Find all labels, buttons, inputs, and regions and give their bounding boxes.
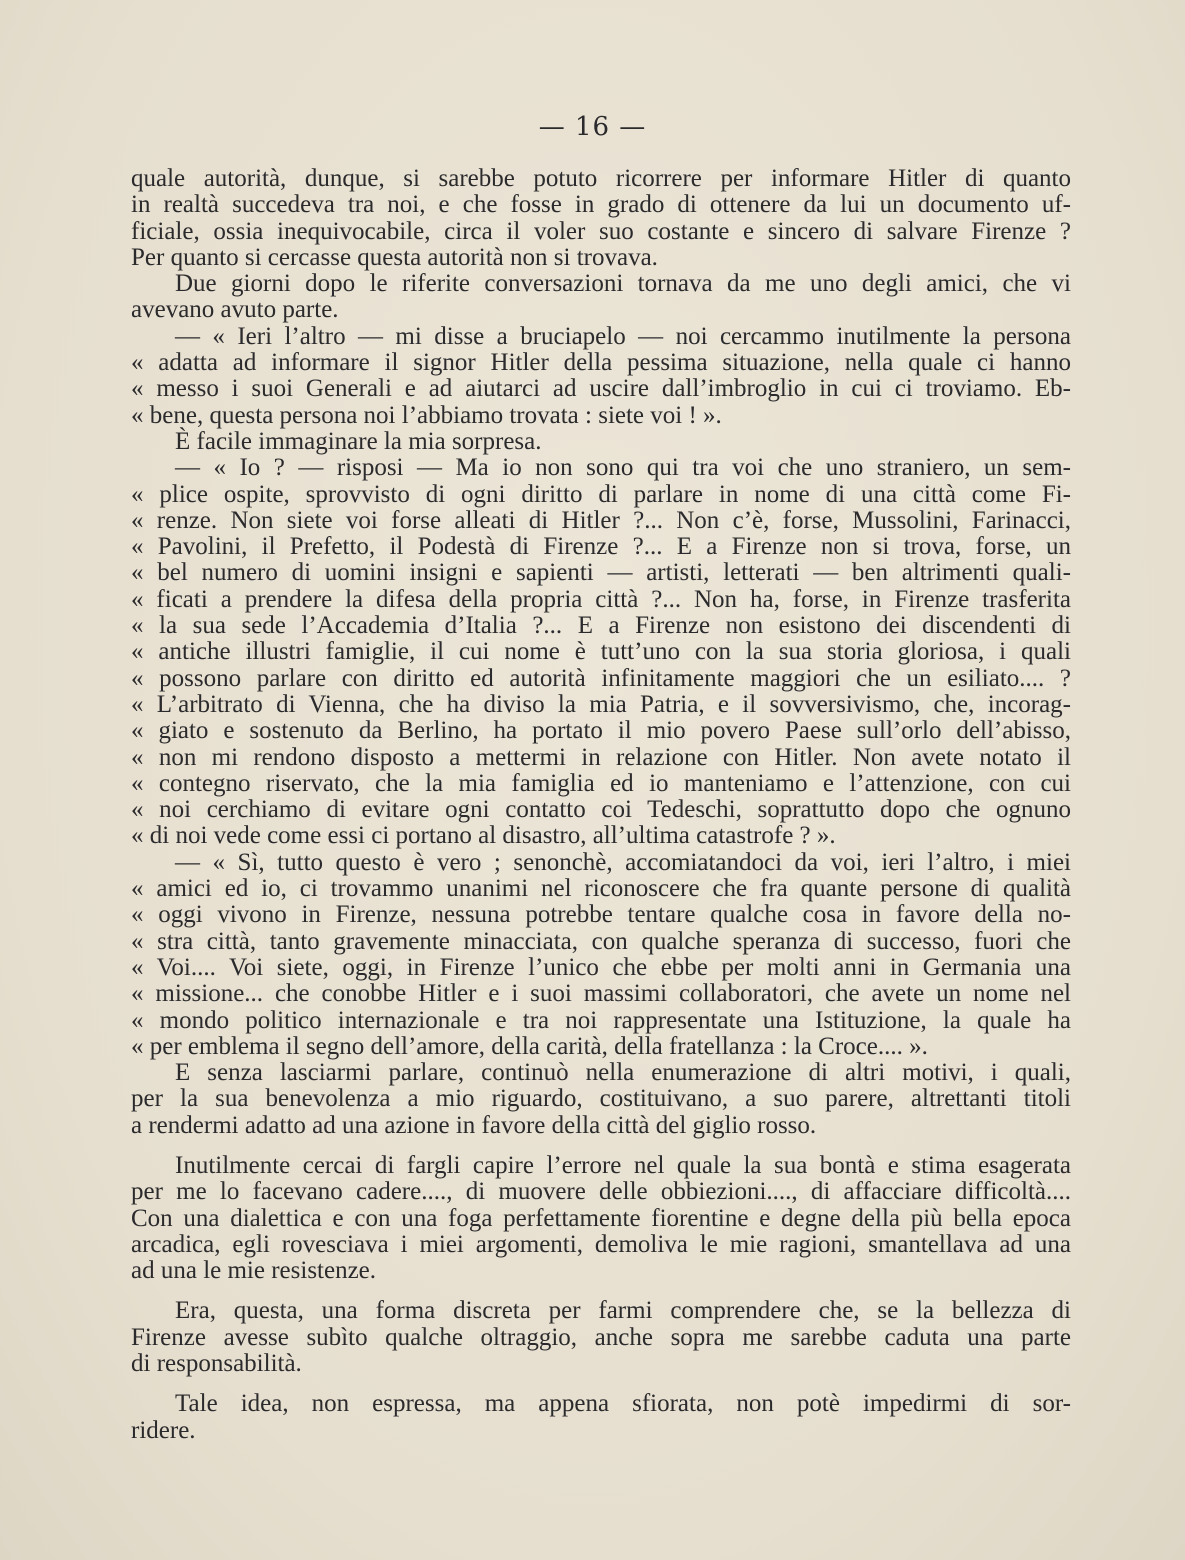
text-line: « noi cerchiamo di evitare ogni contatto coi Tedeschi, soprattutto dopo che ognuno bbox=[131, 796, 1071, 824]
text-line: « antiche illustri famiglie, il cui nome è tutt’uno con la sua storia gloriosa, i quali bbox=[131, 638, 1071, 666]
text-line: arcadica, egli rovesciava i miei argomenti, demoliva le mie ragioni, smantellava ad una bbox=[131, 1230, 1071, 1258]
paragraph-gap bbox=[131, 1284, 1071, 1298]
text-line: È facile immaginare la mia sorpresa. bbox=[175, 427, 542, 455]
text-line: « mondo politico internazionale e tra noi rappresentate una Istituzione, la quale ha bbox=[131, 1006, 1071, 1034]
text-line: « missione... che conobbe Hitler e i suoi massimi collaboratori, che avete un nome nel bbox=[131, 980, 1071, 1008]
text-line: ridere. bbox=[131, 1416, 196, 1444]
text-line: « contegno riservato, che la mia famiglia ed io manteniamo e l’attenzione, con cui bbox=[131, 769, 1071, 797]
text-line: Inutilmente cercai di fargli capire l’errore nel quale la sua bontà e stima esagerata bbox=[175, 1151, 1071, 1179]
text-line: di responsabilità. bbox=[131, 1350, 302, 1378]
text-line: Firenze avesse subìto qualche oltraggio, anche sopra me sarebbe caduta una parte bbox=[131, 1323, 1071, 1351]
text-line: « giato e sostenuto da Berlino, ha portato il mio povero Paese sull’orlo dell’abisso, bbox=[131, 717, 1071, 745]
text-line: « Voi.... Voi siete, oggi, in Firenze l’unico che ebbe per molti anni in Germania una bbox=[131, 953, 1071, 981]
text-line: « bene, questa persona noi l’abbiamo trovata : siete voi ! ». bbox=[131, 401, 722, 429]
text-line: ficiale, ossia inequivocabile, circa il voler suo costante e sincero di salvare Firenze ? bbox=[131, 217, 1071, 245]
text-line: — « Sì, tutto questo è vero ; senonchè, accomiatandoci da voi, ieri l’altro, i miei bbox=[175, 848, 1071, 876]
text-line: « plice ospite, sprovvisto di ogni diritto di parlare in nome di una città come Fi- bbox=[131, 480, 1071, 508]
text-line: « non mi rendono disposto a mettermi in relazione con Hitler. Non avete notato il bbox=[131, 743, 1071, 771]
text-line: — « Io ? — risposi — Ma io non sono qui tra voi che uno straniero, un sem- bbox=[175, 454, 1071, 482]
text-line: a rendermi adatto ad una azione in favore della città del giglio rosso. bbox=[131, 1111, 817, 1139]
text-line: « Pavolini, il Prefetto, il Podestà di Firenze ?... E a Firenze non si trova, forse, un bbox=[131, 533, 1071, 561]
text-line: « per emblema il segno dell’amore, della carità, della fratellanza : la Croce.... ». bbox=[131, 1032, 928, 1060]
text-line: « stra città, tanto gravemente minacciata, con qualche speranza di successo, fuori che bbox=[131, 927, 1071, 955]
text-line: « la sua sede l’Accademia d’Italia ?... E a Firenze non esistono dei discendenti di bbox=[131, 612, 1071, 640]
body-text bbox=[131, 166, 1071, 1444]
text-line: Per quanto si cercasse questa autorità non si trovava. bbox=[131, 243, 658, 271]
text-line: Era, questa, una forma discreta per farmi comprendere che, se la bellezza di bbox=[175, 1297, 1071, 1325]
text-line: « ficati a prendere la difesa della propria città ?... Non ha, forse, in Firenze trasferita bbox=[131, 585, 1071, 613]
text-line: per me lo facevano cadere...., di muovere delle obbiezioni...., di affacciare difficoltà.... bbox=[131, 1178, 1071, 1206]
page-number: — 16 — bbox=[538, 112, 647, 142]
text-line: Con una dialettica e con una foga perfettamente fiorentine e degne della più bella epoca bbox=[131, 1204, 1071, 1232]
text-line: in realtà succedeva tra noi, e che fosse in grado di ottenere da lui un documento uf- bbox=[131, 191, 1071, 219]
paragraph-gap bbox=[131, 1377, 1071, 1391]
text-line: « messo i suoi Generali e ad aiutarci ad uscire dall’imbroglio in cui ci troviamo. Eb- bbox=[131, 375, 1071, 403]
text-line: « adatta ad informare il signor Hitler della pessima situazione, nella quale ci hanno bbox=[131, 349, 1071, 377]
text-line: per la sua benevolenza a mio riguardo, costituivano, a suo parere, altrettanti titoli bbox=[131, 1085, 1071, 1113]
text-line: « renze. Non siete voi forse alleati di Hitler ?... Non c’è, forse, Mussolini, Farinacci, bbox=[131, 506, 1071, 534]
text-line: « bel numero di uomini insigni e sapienti — artisti, letterati — ben altrimenti quali- bbox=[131, 559, 1071, 587]
text-line: E senza lasciarmi parlare, continuò nella enumerazione di altri motivi, i quali, bbox=[175, 1059, 1071, 1087]
text-line: ad una le mie resistenze. bbox=[131, 1257, 377, 1285]
text-line: « possono parlare con diritto ed autorità infinitamente maggiori che un esiliato.... ? bbox=[131, 664, 1071, 692]
text-line: Due giorni dopo le riferite conversazioni tornava da me uno degli amici, che vi bbox=[175, 270, 1071, 298]
text-line: « oggi vivono in Firenze, nessuna potrebbe tentare qualche cosa in favore della no- bbox=[131, 901, 1071, 929]
text-line: « L’arbitrato di Vienna, che ha diviso la mia Patria, e il sovversivismo, che, incorag- bbox=[131, 690, 1071, 718]
text-line: « di noi vede come essi ci portano al disastro, all’ultima catastrofe ? ». bbox=[131, 822, 836, 850]
text-line: quale autorità, dunque, si sarebbe potuto ricorrere per informare Hitler di quanto bbox=[131, 165, 1071, 192]
text-line: Tale idea, non espressa, ma appena sfiorata, non potè impedirmi di sor- bbox=[175, 1390, 1071, 1418]
text-line: — « Ieri l’altro — mi disse a bruciapelo — noi cercammo inutilmente la persona bbox=[175, 322, 1071, 350]
text-line: « amici ed io, ci trovammo unanimi nel riconoscere che fra quante persone di qualità bbox=[131, 875, 1071, 903]
text-line: avevano avuto parte. bbox=[131, 296, 339, 324]
paragraph-gap bbox=[131, 1139, 1071, 1153]
